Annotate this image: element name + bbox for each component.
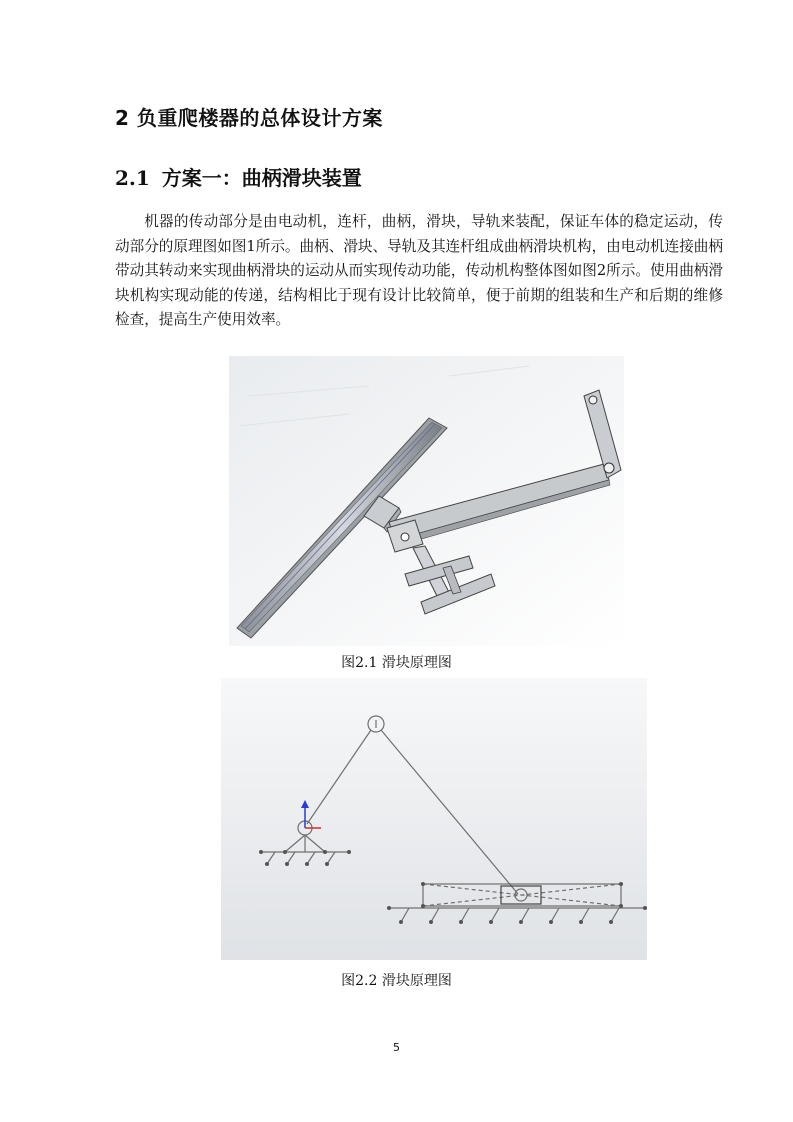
figure-slider-sketch [221, 678, 647, 960]
subsection-number: 2.1 [115, 166, 150, 190]
subsection-heading [115, 162, 362, 191]
subsection-title: 方案一：曲柄滑块装置 [161, 166, 362, 190]
figure-caption-1: 图2.1 滑块原理图 [341, 655, 452, 671]
figure-caption-2: 图2.2 滑块原理图 [341, 973, 452, 989]
page-number: 5 [393, 1041, 400, 1054]
body-paragraph: 机器的传动部分是由电动机，连杆，曲柄，滑块，导轨来装配，保证车体的稳定运动，传动部分的原理图如图1所示。曲柄、滑块、导轨及其连杆组成曲柄滑块机构，由电动机连接曲柄带动其转动来实现曲柄滑块的运动从而实现传动功能，传动机构整体图如图2所示。使用曲柄滑块机构实现动能的传递，结构相比于现有设计比较简单，便于前期的组装和生产和后期的维修检查，提高生产使用效率。 [115, 213, 723, 328]
section-heading: 2 负重爬楼器的总体设计方案 [115, 106, 383, 130]
figure-slider-render [229, 356, 624, 646]
